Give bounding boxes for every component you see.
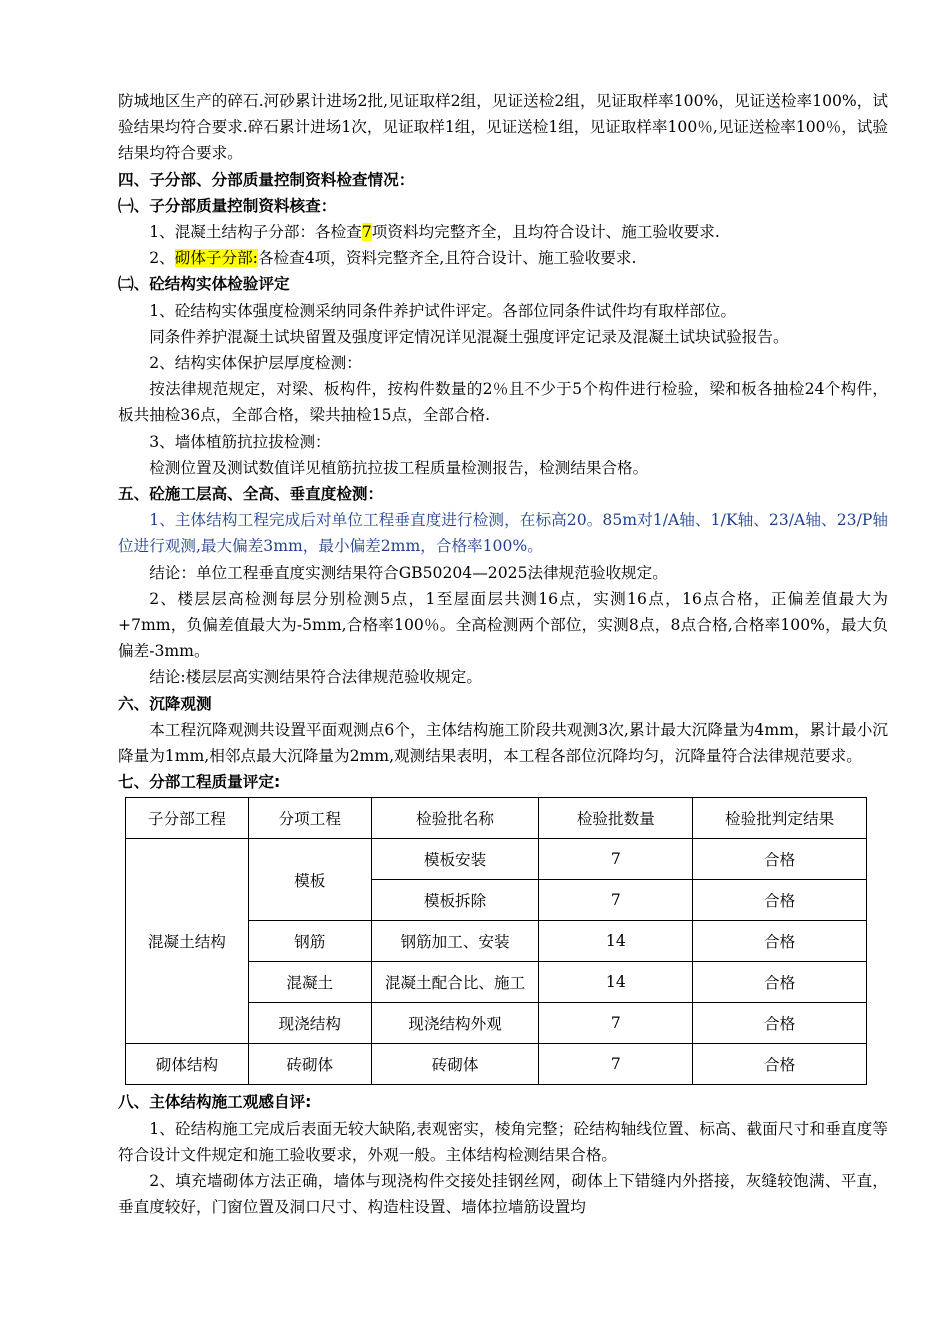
paragraph: 1、砼结构施工完成后表面无较大缺陷,表观密实，棱角完整；砼结构轴线位置、标高、截面尺寸和垂直度等符合设计文件规定和施工验收要求，外观一般。主体结构检测结果合格。 bbox=[118, 1119, 888, 1164]
table-cell: 砖砌体 bbox=[248, 1044, 371, 1085]
table-header: 检验批数量 bbox=[539, 798, 693, 839]
table-cell: 7 bbox=[539, 880, 693, 921]
document-page bbox=[118, 88, 888, 1221]
paragraph: 检测位置及测试数值详见植筋抗拉拔工程质量检测报告，检测结果合格。 bbox=[149, 458, 649, 477]
paragraph: 结论:楼层层高实测结果符合法律规范验收规定。 bbox=[149, 668, 482, 687]
table-header: 检验批判定结果 bbox=[693, 798, 867, 839]
subsection-heading: ㈠、子分部质量控制资料核查： bbox=[118, 196, 337, 215]
paragraph: 2、填充墙砌体方法正确，墙体与现浇构件交接处挂钢丝网，砌体上下错缝内外搭接，灰缝较饱满、平直，垂直度较好，门窗位置及洞口尺寸、构造柱设置、墙体拉墙筋设置均 bbox=[118, 1172, 888, 1217]
table-cell: 砖砌体 bbox=[371, 1044, 539, 1085]
table-cell: 合格 bbox=[693, 1003, 867, 1044]
table-cell: 混凝土配合比、施工 bbox=[371, 962, 539, 1003]
section-heading: 六、沉降观测 bbox=[118, 694, 212, 713]
paragraph: 2、结构实体保护层厚度检测： bbox=[149, 354, 362, 373]
table-cell: 14 bbox=[539, 962, 693, 1003]
table-cell: 14 bbox=[539, 921, 693, 962]
paragraph bbox=[118, 245, 888, 271]
table-cell: 合格 bbox=[693, 839, 867, 880]
paragraph bbox=[118, 219, 888, 245]
section-heading: 五、砼施工层高、全高、垂直度检测： bbox=[118, 485, 384, 504]
section-heading: 七、分部工程质量评定: bbox=[118, 773, 281, 792]
text: 项资料均完整齐全，且均符合设计、施工验收要求. bbox=[371, 223, 720, 242]
table-cell: 模板 bbox=[248, 839, 371, 921]
subsection-heading: ㈡、砼结构实体检验评定 bbox=[118, 275, 290, 294]
table-cell: 7 bbox=[539, 1044, 693, 1085]
table-header-row bbox=[126, 798, 867, 839]
paragraph: 防城地区生产的碎石.河砂累计进场2批,见证取样2组，见证送检2组，见证取样率100%，见证送检率100%，试验结果均符合要求.碎石累计进场1次，见证取样1组，见证送检1组，见证取样率100％,见证送检率100％，试验结果均符合要求。 bbox=[118, 92, 888, 163]
table-cell: 合格 bbox=[693, 921, 867, 962]
table-cell: 7 bbox=[539, 1003, 693, 1044]
table-cell: 钢筋 bbox=[248, 921, 371, 962]
text: 各检查4项，资料完整齐全,且符合设计、施工验收要求. bbox=[257, 249, 637, 268]
paragraph: 本工程沉降观测共设置平面观测点6个，主体结构施工阶段共观测3次,累计最大沉降量为4mm，累计最小沉降量为1mm,相邻点最大沉降量为2mm,观测结果表明，本工程各部位沉降均匀，沉降量符合法律规范要求。 bbox=[118, 720, 888, 766]
table-header: 分项工程 bbox=[248, 798, 371, 839]
text: 1、混凝土结构子分部：各检查 bbox=[149, 223, 362, 242]
table-header: 检验批名称 bbox=[371, 798, 539, 839]
text: 2、 bbox=[149, 249, 175, 268]
table-cell: 混凝土结构 bbox=[126, 839, 249, 1044]
table-cell: 7 bbox=[539, 839, 693, 880]
quality-table bbox=[125, 797, 867, 1085]
paragraph: 2、楼层层高检测每层分别检测5点，1至屋面层共测16点，实测16点，16点合格，正偏差值最大为+7mm，负偏差值最大为-5mm,合格率100％。全高检测两个部位，实测8点，8点合格,合格率100%，最大负偏差-3mm。 bbox=[118, 589, 888, 661]
highlighted-text: 7 bbox=[361, 223, 372, 242]
paragraph: 1、主体结构工程完成后对单位工程垂直度进行检测，在标高20。85m对1/A轴、1/K轴、23/A轴、23/P轴位进行观测,最大偏差3mm，最小偏差2mm，合格率100%。 bbox=[118, 511, 888, 556]
table-cell: 现浇结构外观 bbox=[371, 1003, 539, 1044]
table-header: 子分部工程 bbox=[126, 798, 249, 839]
paragraph: 按法律规范规定，对梁、板构件，按构件数量的2％且不少于5个构件进行检验，梁和板各抽检24个构件，板共抽检36点，全部合格，梁共抽检15点，全部合格. bbox=[118, 380, 888, 425]
highlighted-text: 砌体子分部: bbox=[174, 249, 258, 268]
section-heading: 四、子分部、分部质量控制资料检查情况： bbox=[118, 170, 415, 189]
table-cell: 合格 bbox=[693, 962, 867, 1003]
table-cell: 现浇结构 bbox=[248, 1003, 371, 1044]
paragraph: 1、砼结构实体强度检测采纳同条件养护试件评定。各部位同条件试件均有取样部位。 bbox=[149, 301, 737, 320]
section-heading: 八、主体结构施工观感自评: bbox=[118, 1093, 312, 1112]
table-cell: 合格 bbox=[693, 880, 867, 921]
paragraph: 3、墙体植筋抗拉拔检测： bbox=[149, 432, 331, 451]
table-cell: 砌体结构 bbox=[126, 1044, 249, 1085]
table-row bbox=[126, 1044, 867, 1085]
table-cell: 模板安装 bbox=[371, 839, 539, 880]
table-row bbox=[126, 839, 867, 880]
paragraph: 同条件养护混凝土试块留置及强度评定情况详见混凝土强度评定记录及混凝土试块试验报告。 bbox=[149, 327, 789, 346]
table-cell: 合格 bbox=[693, 1044, 867, 1085]
table-cell: 钢筋加工、安装 bbox=[371, 921, 539, 962]
paragraph: 结论：单位工程垂直度实测结果符合GB50204—2025法律规范验收规定。 bbox=[149, 563, 668, 582]
table-cell: 模板拆除 bbox=[371, 880, 539, 921]
table-cell: 混凝土 bbox=[248, 962, 371, 1003]
